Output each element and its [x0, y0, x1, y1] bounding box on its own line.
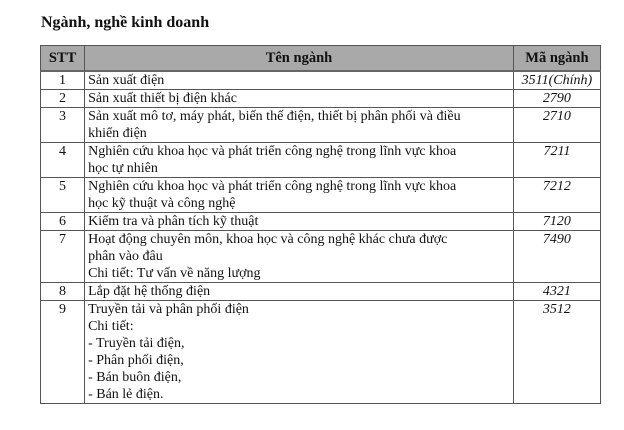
- row-number: 2: [41, 90, 85, 108]
- industry-name-line: Nghiên cứu khoa học và phát triển công nghệ trong lĩnh vực khoa: [88, 144, 457, 159]
- industry-name-line: Lắp đặt hệ thống điện: [88, 284, 211, 299]
- industry-code: 2790: [513, 90, 600, 108]
- industry-name: [85, 213, 514, 231]
- business-lines-table: [40, 45, 601, 404]
- row-number: 3: [41, 108, 85, 143]
- row-number: 9: [41, 301, 85, 404]
- industry-name-line: Nghiên cứu khoa học và phát triển công nghệ trong lĩnh vực khoa: [88, 179, 457, 194]
- industry-name-line: - Bán buôn điện,: [88, 370, 182, 385]
- row-number: 4: [41, 143, 85, 178]
- row-number: 1: [41, 71, 85, 90]
- table-row: [41, 283, 601, 301]
- table-row: [41, 231, 601, 283]
- industry-name-line: Truyền tải và phân phối điện: [88, 302, 249, 317]
- table-row: [41, 90, 601, 108]
- industry-code: 4321: [513, 283, 600, 301]
- industry-name-line: khiển điện: [88, 126, 147, 141]
- header-name: Tên ngành: [85, 46, 514, 72]
- table-row: [41, 301, 601, 404]
- industry-name-line: Chi tiết: Tư vấn về năng lượng: [88, 266, 261, 281]
- table-row: [41, 108, 601, 143]
- header-code: Mã ngành: [513, 46, 600, 72]
- row-number: 6: [41, 213, 85, 231]
- row-number: 8: [41, 283, 85, 301]
- industry-name: [85, 283, 514, 301]
- industry-code: 3512: [513, 301, 600, 404]
- industry-name-line: Kiểm tra và phân tích kỹ thuật: [88, 214, 259, 229]
- industry-name-line: - Truyền tải điện,: [88, 336, 185, 351]
- industry-name: [85, 301, 514, 404]
- industry-name: [85, 90, 514, 108]
- header-stt: STT: [41, 46, 85, 72]
- table-header-row: [41, 46, 601, 72]
- industry-name: [85, 178, 514, 213]
- industry-name-line: học kỹ thuật và công nghệ: [88, 196, 236, 211]
- industry-name: [85, 71, 514, 90]
- industry-name-line: - Phân phối điện,: [88, 353, 184, 368]
- table-row: [41, 71, 601, 90]
- industry-code: 7120: [513, 213, 600, 231]
- industry-name: [85, 143, 514, 178]
- row-number: 7: [41, 231, 85, 283]
- table-row: [41, 178, 601, 213]
- industry-name-line: - Bán lẻ điện.: [88, 387, 164, 402]
- row-number: 5: [41, 178, 85, 213]
- industry-name: [85, 108, 514, 143]
- table-row: [41, 143, 601, 178]
- industry-name-line: Sản xuất điện: [88, 73, 165, 88]
- industry-name-line: học tự nhiên: [88, 161, 158, 176]
- industry-name-line: Chi tiết:: [88, 319, 134, 334]
- industry-code: 7212: [513, 178, 600, 213]
- industry-code: 7490: [513, 231, 600, 283]
- industry-name: [85, 231, 514, 283]
- table-row: [41, 213, 601, 231]
- industry-code: 2710: [513, 108, 600, 143]
- industry-name-line: phân vào đâu: [88, 249, 163, 264]
- industry-name-line: Sản xuất thiết bị điện khác: [88, 91, 237, 106]
- industry-name-line: Hoạt động chuyên môn, khoa học và công nghệ khác chưa được: [88, 232, 448, 247]
- section-title: Ngành, nghề kinh doanh: [41, 14, 210, 31]
- industry-code: 3511(Chính): [513, 71, 600, 90]
- industry-name-line: Sản xuất mô tơ, máy phát, biến thế điện, thiết bị phân phối và điều: [88, 109, 461, 124]
- industry-code: 7211: [513, 143, 600, 178]
